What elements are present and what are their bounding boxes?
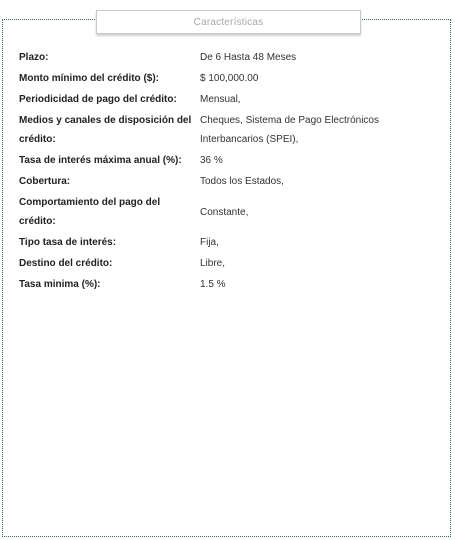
row-value-line: Cheques, Sistema de Pago Electrónicos [200,115,379,126]
characteristics-list [19,48,439,296]
row-label-line: crédito: [19,134,56,145]
row-value: Libre, [200,258,226,269]
row-label-line: Comportamiento del pago del [19,197,161,208]
row-label: Tasa minima (%): [19,279,101,290]
row-label: Cobertura: [19,176,71,187]
row-tipo-tasa [19,233,439,252]
row-monto-minimo [19,69,439,88]
row-label: Plazo: [19,52,49,63]
row-label-line: crédito: [19,216,56,227]
row-value: De 6 Hasta 48 Meses [200,52,297,63]
row-label-line: Medios y canales de disposición del [19,115,192,126]
row-value: Fija, [200,237,219,248]
row-value: 36 % [200,155,223,166]
row-periodicidad [19,90,439,109]
tab-caracteristicas[interactable] [96,10,361,34]
row-value: 1.5 % [200,279,226,290]
row-destino [19,254,439,273]
row-value: Mensual, [200,94,241,105]
row-label: Destino del crédito: [19,258,113,269]
tab-title: Características [193,16,264,28]
row-tasa-maxima [19,151,439,170]
row-value: Constante, [200,206,249,218]
row-value-line: Interbancarios (SPEI), [200,134,299,145]
row-cobertura [19,172,439,191]
row-label [19,111,200,149]
row-comportamiento-pago [19,193,439,231]
row-value: Todos los Estados, [200,176,284,187]
row-label [19,193,200,231]
row-label: Periodicidad de pago del crédito: [19,94,177,105]
row-label: Tipo tasa de interés: [19,237,117,248]
row-medios-canales [19,111,439,149]
row-label: Tasa de interés máxima anual (%): [19,155,182,166]
row-tasa-minima [19,275,439,294]
row-plazo [19,48,439,67]
row-label: Monto mínimo del crédito ($): [19,73,159,84]
row-value: $ 100,000.00 [200,73,259,84]
row-value [200,111,439,149]
